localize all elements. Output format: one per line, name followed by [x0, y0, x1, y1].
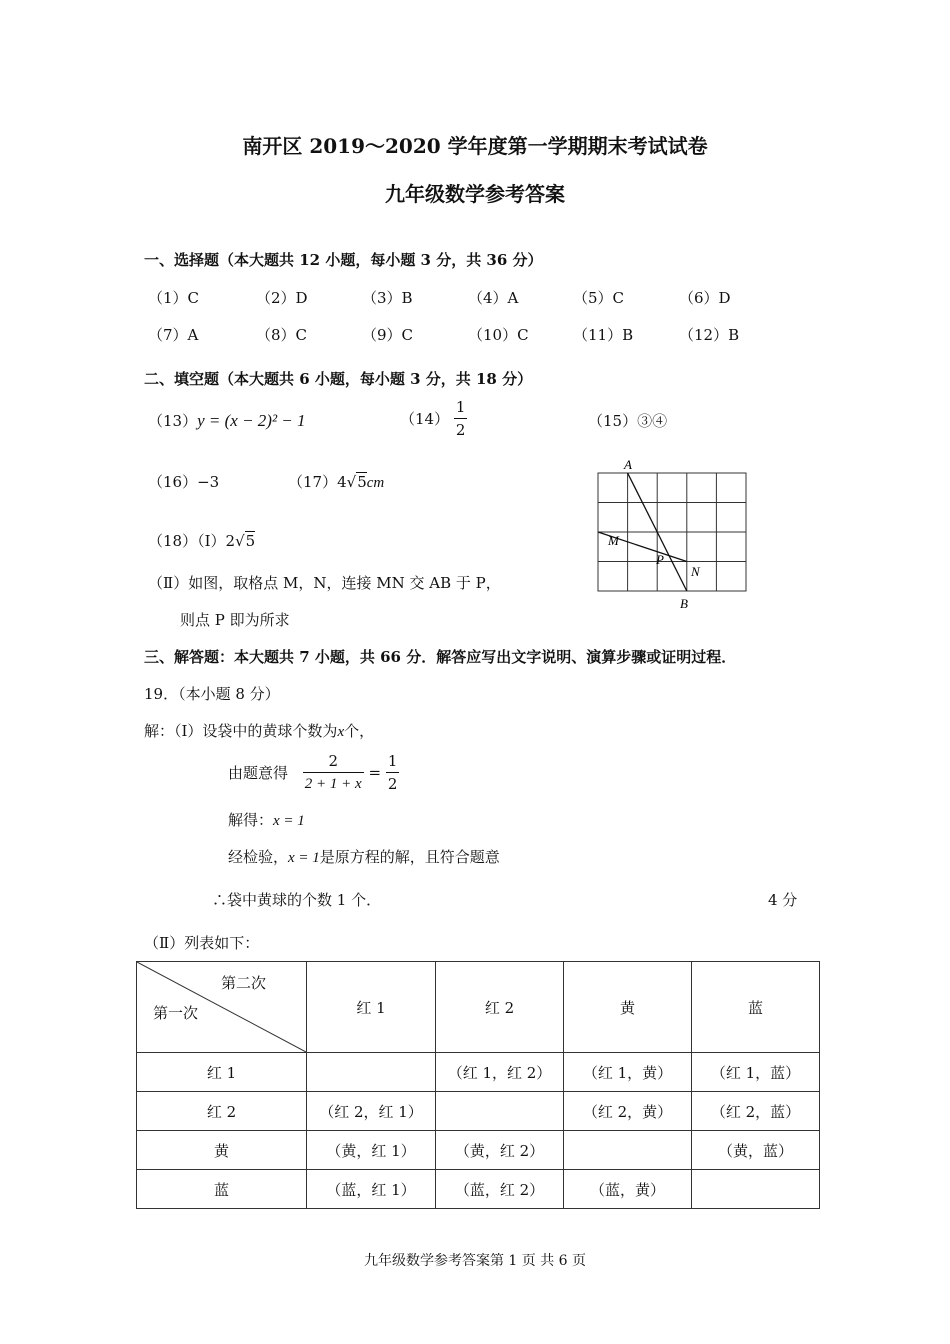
table-row [137, 1131, 820, 1170]
solve-line [228, 809, 305, 830]
equation-rhs-num: 1 [386, 750, 400, 773]
check-line [228, 846, 500, 867]
solution-suffix: 个， [344, 722, 375, 740]
label-p: P [656, 552, 664, 567]
table-cell: （红 2，红 1） [307, 1092, 436, 1131]
q14-fraction [454, 396, 468, 441]
table-cell [692, 1170, 820, 1209]
label-b: B [680, 596, 688, 611]
q13-label: （13） [148, 412, 198, 430]
q16-label: （16） [148, 473, 198, 491]
sqrt-icon: √ [235, 532, 245, 550]
mc-answer: （8）C [256, 326, 308, 344]
table-cell: （蓝，红 2） [436, 1170, 564, 1209]
equals-sign: = [368, 763, 382, 782]
q17-coef: 4 [337, 473, 347, 491]
solution-line [144, 720, 374, 741]
table-row [137, 1092, 820, 1131]
q13 [148, 410, 306, 431]
table-cell: （红 1，蓝） [692, 1053, 820, 1092]
table-cell: （黄，蓝） [692, 1131, 820, 1170]
mc-answer: （7）A [148, 326, 199, 344]
corner-diagonal [137, 962, 306, 1052]
q14-label: （14） [400, 410, 450, 428]
table-cell: （蓝，黄） [564, 1170, 692, 1209]
q18-label: （18）（Ⅰ） [148, 532, 226, 550]
mc-answer: （3）B [362, 289, 413, 307]
q17 [288, 471, 384, 492]
solution-var: x [337, 724, 345, 740]
solution-prefix: 解：（Ⅰ）设袋中的黄球个数为 [144, 722, 338, 740]
corner-bottom-label: 第一次 [153, 1004, 199, 1022]
section3-heading: 三、解答题：本大题共 7 小题，共 66 分．解答应写出文字说明、演算步骤或证明过程． [144, 648, 737, 666]
table-cell: （红 2，黄） [564, 1092, 692, 1131]
mc-answer: （5）C [573, 289, 625, 307]
page-subtitle: 九年级数学参考答案 [385, 182, 565, 206]
table-cell: （黄，红 1） [307, 1131, 436, 1170]
row-header: 蓝 [137, 1170, 307, 1209]
check-prefix: 经检验， [228, 848, 289, 866]
table-cell: （红 1，黄） [564, 1053, 692, 1092]
table-cell [307, 1053, 436, 1092]
q18-coef: 2 [225, 532, 236, 550]
q14 [400, 396, 467, 441]
solve-eq: x = 1 [273, 813, 305, 829]
q17-unit: cm [366, 475, 385, 491]
table-cell: （蓝，红 1） [307, 1170, 436, 1209]
q18-part2-line1: （Ⅱ）如图，取格点 M，N，连接 MN 交 AB 于 P， [148, 574, 501, 592]
conclusion: ∴袋中黄球的个数 1 个． [212, 891, 382, 909]
row-header: 黄 [137, 1131, 307, 1170]
mc-answer: （12）B [679, 326, 740, 344]
row-header: 红 1 [137, 1053, 307, 1092]
mc-answer: （4）A [468, 289, 519, 307]
table-corner-cell [137, 962, 307, 1053]
corner-top-label: 第二次 [221, 974, 267, 992]
equation-lhs-num: 2 [303, 750, 364, 773]
page-title: 南开区 2019～2020 学年度第一学期期末考试试卷 [242, 134, 708, 158]
q15: （15）③④ [588, 412, 668, 430]
page-footer: 九年级数学参考答案第 1 页 共 6 页 [363, 1253, 587, 1269]
q16 [148, 471, 219, 492]
mc-answer: （6）D [679, 289, 731, 307]
table-cell [564, 1131, 692, 1170]
mc-answer: （10）C [468, 326, 529, 344]
equation-lhs [303, 750, 364, 795]
q13-answer: y = (x − 2)² − 1 [197, 411, 306, 430]
equation-rhs [386, 750, 400, 795]
q19-header: 19．（本小题 8 分） [144, 685, 280, 703]
label-m: M [608, 533, 619, 548]
equation-lhs-den: 2 + 1 + x [304, 776, 362, 792]
table-row [137, 1053, 820, 1092]
part2-heading: （Ⅱ）列表如下： [144, 934, 260, 952]
table-cell [436, 1092, 564, 1131]
equation-line [228, 750, 399, 795]
q18-part2-line2: 则点 P 即为所求 [180, 611, 290, 629]
row-header: 红 2 [137, 1092, 307, 1131]
check-suffix: 是原方程的解，且符合题意 [319, 848, 500, 866]
grid-figure [590, 455, 760, 615]
mc-answer: （1）C [148, 289, 200, 307]
table-header-row [137, 962, 820, 1053]
q14-den: 2 [455, 421, 466, 439]
mc-answer: （2）D [256, 289, 308, 307]
table-row [137, 1170, 820, 1209]
grid-lines [598, 473, 746, 591]
table-cell: （红 1，红 2） [436, 1053, 564, 1092]
q17-label: （17） [288, 473, 338, 491]
score-note: 4 分 [768, 891, 798, 909]
section1-heading: 一、选择题（本大题共 12 小题，每小题 3 分，共 36 分） [144, 251, 543, 269]
solve-prefix: 解得： [228, 811, 274, 829]
q18-radicand: 5 [245, 532, 256, 550]
column-header: 黄 [564, 962, 692, 1053]
q16-answer: −3 [197, 473, 220, 491]
column-header: 红 2 [436, 962, 564, 1053]
table-cell: （黄，红 2） [436, 1131, 564, 1170]
sqrt-icon: √ [346, 473, 357, 491]
equation-rhs-den: 2 [387, 775, 398, 793]
label-a: A [624, 457, 632, 472]
outcome-table [136, 961, 820, 1209]
table-cell: （红 2，蓝） [692, 1092, 820, 1131]
check-eq: x = 1 [288, 850, 320, 866]
label-n: N [691, 564, 700, 579]
mc-answer: （11）B [573, 326, 634, 344]
column-header: 红 1 [307, 962, 436, 1053]
column-header: 蓝 [692, 962, 820, 1053]
section2-heading: 二、填空题（本大题共 6 小题，每小题 3 分，共 18 分） [144, 370, 533, 388]
q14-num: 1 [454, 396, 468, 419]
q17-radicand: 5 [357, 473, 367, 491]
mc-answer: （9）C [362, 326, 414, 344]
equation-prefix: 由题意得 [228, 764, 289, 782]
q18 [148, 530, 255, 551]
